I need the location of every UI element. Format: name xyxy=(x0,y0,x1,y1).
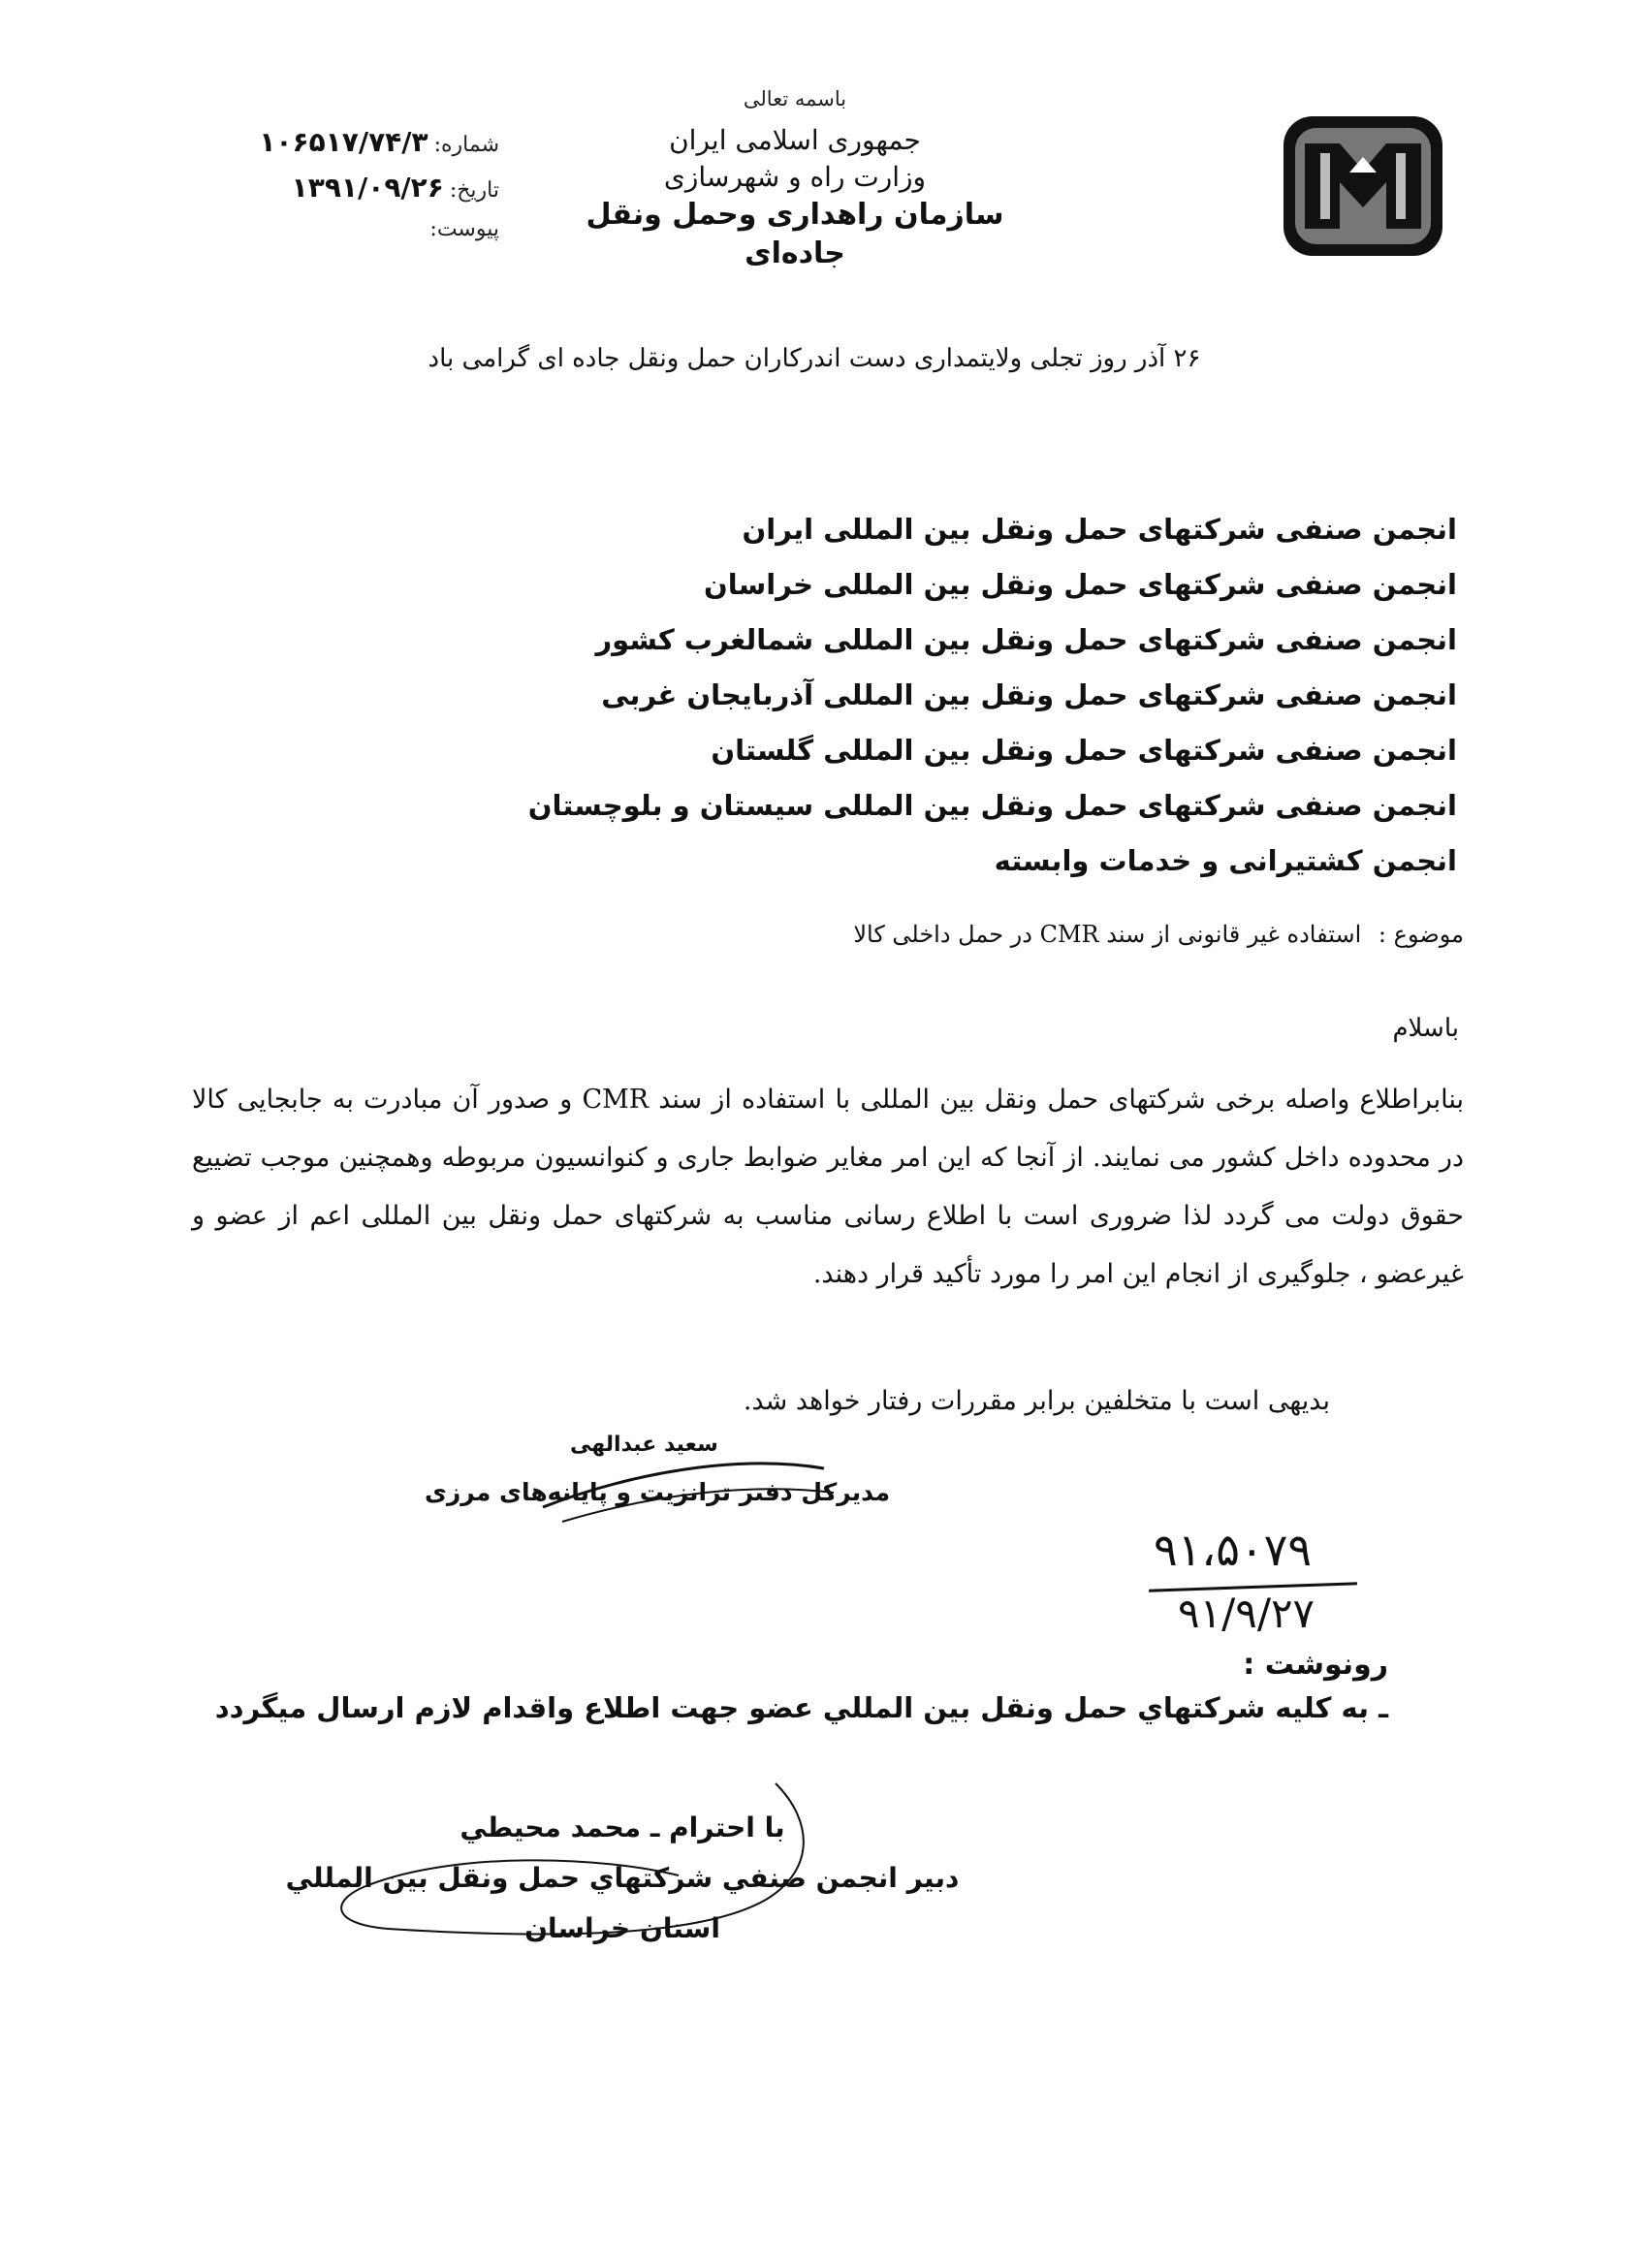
organization-name: سازمان راهداری وحمل ونقل جاده‌ای xyxy=(586,197,1004,271)
organization-logo xyxy=(1282,114,1444,258)
sender-province: استان خراسان xyxy=(524,1912,720,1944)
signatory-name: سعید عبدالهی xyxy=(570,1433,718,1457)
handwritten-reference-number: ۹۱،۵۰۷۹ xyxy=(1154,1524,1313,1576)
subject-text: استفاده غیر قانونی از سند CMR در حمل داخلی کالا xyxy=(853,921,1362,948)
cc-label: رونوشت : xyxy=(1243,1648,1388,1682)
ministry-name: وزارت راه و شهرسازی xyxy=(663,161,927,194)
closing-sentence: بدیهی است با متخلفین برابر مقررات رفتار خواهد شد. xyxy=(743,1386,1330,1416)
sender-title: دبير انجمن صنفي شركتهاي حمل ونقل بين المللي xyxy=(285,1862,960,1894)
number-label: شماره: xyxy=(433,133,499,157)
signatory-title: مدیرکل دفتر ترانزیت و پایانه‌های مرزی xyxy=(425,1478,891,1506)
recipient-item: انجمن کشتیرانی و خدمات وابسته xyxy=(994,844,1457,877)
attachment-label: پیوست: xyxy=(429,217,499,241)
subject-label: موضوع : xyxy=(1378,921,1464,948)
recipient-item: انجمن صنفی شرکتهای حمل ونقل بین المللی ایران xyxy=(742,513,1457,546)
recipient-item: انجمن صنفی شرکتهای حمل ونقل بین المللی آذربایجان غربی xyxy=(601,678,1457,711)
letter-date: ۱۳۹۱/۰۹/۲۶ xyxy=(291,172,444,204)
country-name: جمهوری اسلامی ایران xyxy=(669,124,921,157)
slogan: ۲۶ آذر روز تجلی ولایتمداری دست اندرکاران حمل ونقل جاده ای گرامی باد xyxy=(428,344,1201,373)
greeting: باسلام xyxy=(1392,1014,1459,1043)
letter-body: بنابراطلاع واصله برخی شرکتهای حمل ونقل بین المللی با استفاده از سند CMR و صدور آن مبادرت به جابجایی کالا در محدوده داخل کشور می نمایند. از آنجا که این امر مغایر ضوابط جاری و کنوانسیون مربوطه وهمچنین موجب تضییع حقوق دولت می گردد لذا ضروری است با اطلاع رسانی مناسب به شرکتهای حمل ونقل بین المللی اعم از عضو و غیرعضو ، جلوگیری از انجام این امر را مورد تأکید قرار دهند. xyxy=(192,1085,1464,1289)
handwritten-reference-date: ۹۱/۹/۲۷ xyxy=(1178,1590,1315,1637)
recipient-item: انجمن صنفی شرکتهای حمل ونقل بین المللی خراسان xyxy=(704,568,1457,601)
date-label: تاریخ: xyxy=(449,178,499,203)
bismillah: باسمه تعالی xyxy=(743,87,847,110)
letter-number: ۱۰۶۵۱۷/۷۴/۳ xyxy=(259,126,428,158)
recipient-item: انجمن صنفی شرکتهای حمل ونقل بین المللی شمالغرب کشور xyxy=(595,623,1457,656)
recipients-list xyxy=(342,502,1457,889)
sender-block xyxy=(186,1803,1059,1954)
recipient-item: انجمن صنفی شرکتهای حمل ونقل بین المللی گلستان xyxy=(711,734,1457,767)
subject-line xyxy=(155,921,1464,948)
letterhead xyxy=(543,85,1047,274)
recipient-item: انجمن صنفی شرکتهای حمل ونقل بین المللی سیستان و بلوچستان xyxy=(527,789,1457,822)
sender-regards: با احترام ـ محمد محیطي xyxy=(460,1811,785,1843)
cc-text: ـ به کلیه شرکتهاي حمل ونقل بين المللي عضو جهت اطلاع واقدام لازم ارسال ميگردد xyxy=(214,1691,1388,1724)
letter-meta xyxy=(218,126,499,255)
